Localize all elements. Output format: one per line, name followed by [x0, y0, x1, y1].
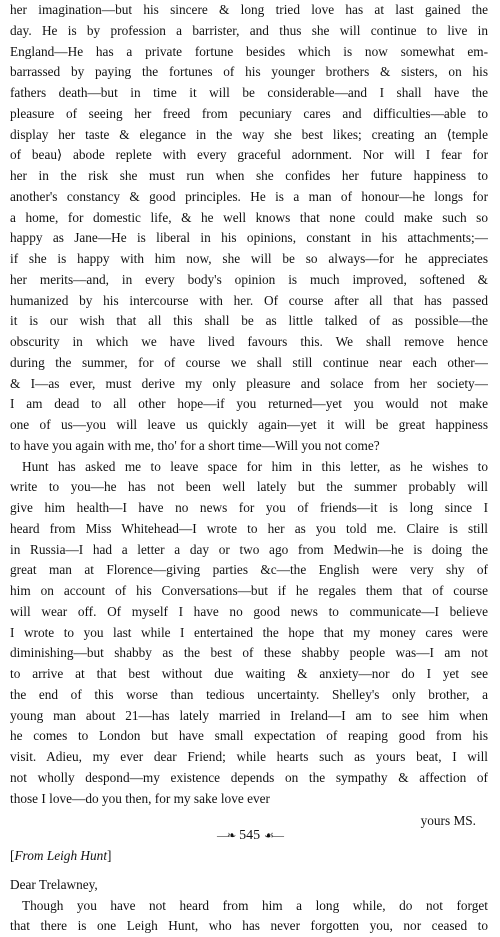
text-line: England—He has a private fortune besides which is now somewhat em-	[10, 42, 488, 63]
text-line: of beau⟩ abode replete with every graceful adornment. Nor will I fear for	[10, 145, 488, 166]
text-line: barrassed by paying the fortunes of his younger brothers & sisters, on his	[10, 62, 488, 83]
text-line: heard from Miss Whitehead—I wrote to her as you told me. Claire is still	[10, 519, 488, 540]
text-line: humanized by his intercourse with her. Of course after all that has passed	[10, 291, 488, 312]
text-line: & I—as ever, must derive my only pleasure and solace from her society—	[10, 374, 488, 395]
signature: yours MS.	[10, 811, 488, 832]
text-line: Though you have not heard from him a long while, do not forget	[10, 896, 488, 917]
text-line: he comes to London but have small expectation of reaping good from his	[10, 726, 488, 747]
text-line: not wholly despond—my existence depends on the sympathy & affection of	[10, 768, 488, 789]
text-line: diminishing—but shabby as the best of these shabby people was—I am not	[10, 643, 488, 664]
text-line: her in the risk she must run when she confides her future happiness to	[10, 166, 488, 187]
text-line: I wrote to you last while I entertained the hope that my money cares were	[10, 623, 488, 644]
text-line: will wear off. Of myself I have no good news to communicate—I believe	[10, 602, 488, 623]
text-line: another's constancy & good principles. He is a man of honour—he longs for	[10, 187, 488, 208]
text-line: the end of this worse than tedious uncertainty. Shelley's only brother, a	[10, 685, 488, 706]
text-line: to arrive at that best without due waiting & anxiety—nor do I yet see	[10, 664, 488, 685]
footer-ornament-right: ☙—	[264, 830, 283, 842]
text-line: happy as Jane—He is liberal in his opinions, constant in his attachments;—	[10, 228, 488, 249]
text-line: Hunt has asked me to leave space for him in this letter, as he wishes to	[10, 457, 488, 478]
text-line: I am dead to all other hope—if you returned—yet you would not make	[10, 394, 488, 415]
text-line: obscurity in which we have lived favours this. We shall remove hence	[10, 332, 488, 353]
text-line: if she is happy with him now, she will be so always—for he appreciates	[10, 249, 488, 270]
page-footer	[0, 826, 500, 846]
text-line: fathers death—but in time it will be considerable—and I shall have the	[10, 83, 488, 104]
text-line: young man about 21—has lately married in Ireland—I am to see him when	[10, 706, 488, 727]
paragraph-continued	[10, 0, 488, 457]
editorial-close-bracket: ]	[107, 848, 111, 863]
paragraph-next-letter	[10, 896, 488, 937]
text-line: day. He is by profession a barrister, and thus she will continue to live in	[10, 21, 488, 42]
text-line: display her taste & elegance in the way she best likes; creating an ⟨temple	[10, 125, 488, 146]
page-number: 545	[239, 828, 260, 843]
text-line: pleasure of seeing her freed from pecuniary cares and difficulties—able to	[10, 104, 488, 125]
text-line: visit. Adieu, my ever dear Friend; while hearts such as yours beat, I will	[10, 747, 488, 768]
footer-ornament-left: —❧	[217, 830, 235, 842]
text-line: her imagination—but his sincere & long tried love has at last gained the	[10, 0, 488, 21]
paragraph-hunt	[10, 457, 488, 810]
text-line: those I love—do you then, for my sake love ever	[10, 789, 488, 810]
text-line: him on account of his Conversations—but if he regales them that of course	[10, 581, 488, 602]
book-page	[10, 0, 488, 937]
text-line: it is our wish that all this shall be as little talked of as possible—the	[10, 311, 488, 332]
salutation: Dear Trelawney,	[10, 875, 488, 896]
text-line: write to you—he has not been well lately but the summer probably will	[10, 477, 488, 498]
text-line: her merits—and, in every body's opinion is much improved, softened &	[10, 270, 488, 291]
editorial-note-text: From Leigh Hunt	[14, 848, 107, 863]
text-line: that there is one Leigh Hunt, who has never forgotten you, nor ceased to	[10, 916, 488, 937]
editorial-note	[10, 846, 488, 867]
text-line: during the summer, for of course we shall still continue near each other—	[10, 353, 488, 374]
text-line: to have you again with me, tho' for a short time—Will you not come?	[10, 436, 488, 457]
text-line: one of us—you will leave us quickly again—yet it will be great happiness	[10, 415, 488, 436]
text-line: a home, for domestic life, & he well knows that none could make such so	[10, 208, 488, 229]
text-line: in Russia—I had a letter a day or two ago from Medwin—he is doing the	[10, 540, 488, 561]
editorial-open-bracket: [	[10, 848, 14, 863]
text-line: give him health—I have no news for you of friends—it is long since I	[10, 498, 488, 519]
text-line: great man at Florence—giving parties &c—the English were very shy of	[10, 560, 488, 581]
